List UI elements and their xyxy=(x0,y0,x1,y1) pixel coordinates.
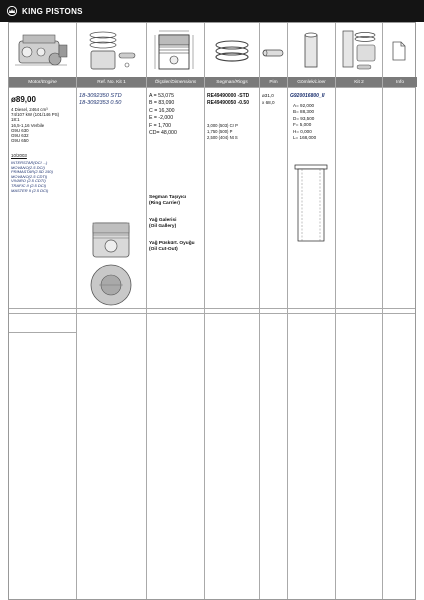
legend-oil-cutout: Yağ Püskürt. Oyuğu (Oil Cut-Out) xyxy=(149,241,195,252)
header-engine: Motor /Engine xyxy=(9,77,76,87)
header-kit2: Kit 2 xyxy=(336,77,382,87)
header-rings: Segman /Rings xyxy=(205,77,259,87)
piston-top-image xyxy=(89,263,133,307)
engine-image xyxy=(11,27,73,75)
liner-specs: A= 92,000 B= 88,300 D= 93,500 F= 5,000 H= 0,000 L= 168,000 xyxy=(293,103,317,141)
header-liner: Gömlek /Liner xyxy=(288,77,335,87)
ref-numbers xyxy=(79,93,122,107)
crown-logo-icon xyxy=(6,6,18,16)
legend-ring-carrier: Segman Taşıyıcı (Ring Carrier) xyxy=(149,195,187,206)
ref-050: 18-3092353 0.50 xyxy=(79,100,122,106)
pin-dimensions: ø31,0 x 68,0 xyxy=(262,93,275,105)
piston-side-image xyxy=(89,221,133,259)
brand xyxy=(6,6,83,16)
legend-oil-gallery: Yağ Galerisi (Oil Gallery) xyxy=(149,218,177,229)
piston-kit-image xyxy=(81,29,141,75)
bore-diameter: ø89,00 xyxy=(11,95,36,104)
header-info: Info xyxy=(383,77,417,87)
dimension-list: A = 53,075 B = 83,090 C = 16,300 E = -2,000 F = 1,700 CD= 48,000 xyxy=(149,93,177,137)
ref-std: 18-3092350 STD xyxy=(79,93,122,99)
ring-refs: RE49490000 -STD RE49490050 -0.50 xyxy=(207,93,250,106)
document-icon xyxy=(391,41,407,61)
header-dimensions: Ölçüler /Dimensions xyxy=(147,77,204,87)
ring-specs: 3,000 (503) Cr P 1,750 (500) P 2,500 (404) Nt S xyxy=(207,123,238,140)
catalog-sheet xyxy=(8,22,416,600)
rings-image xyxy=(209,35,255,69)
top-bar xyxy=(0,0,424,22)
pin-image xyxy=(261,43,285,63)
liner-drawing xyxy=(291,163,331,243)
header-pin: Pim xyxy=(260,77,287,87)
engine-specs: 4 Diesel, 2464 cm³ 74/107 kW (101/146 PS) 18:1 16,5-1,16 Verbile G9U 630 G9U 632 G9U 650 xyxy=(11,107,60,144)
piston-dimensions-drawing xyxy=(149,27,201,75)
liner-image xyxy=(301,31,321,71)
header-ref-kit1: Ref. No. Kit 1 xyxy=(77,77,146,87)
kit2-image xyxy=(339,27,381,75)
engine-date: 10/2003 xyxy=(11,153,27,158)
liner-ref: G920016800_II xyxy=(290,93,325,99)
vehicle-models: INTERSTAR(DCI ...) MOVANO(2.5 DCI) PRIMASTAR(2.5D 150) MOVANO(2.5 CDTI) VIVARO (2.5 CDTI) TRAFIC II (2.5 DCI) MASTER II (2.5 DCI) xyxy=(11,160,53,193)
brand-name: KING PISTONS xyxy=(22,6,83,16)
